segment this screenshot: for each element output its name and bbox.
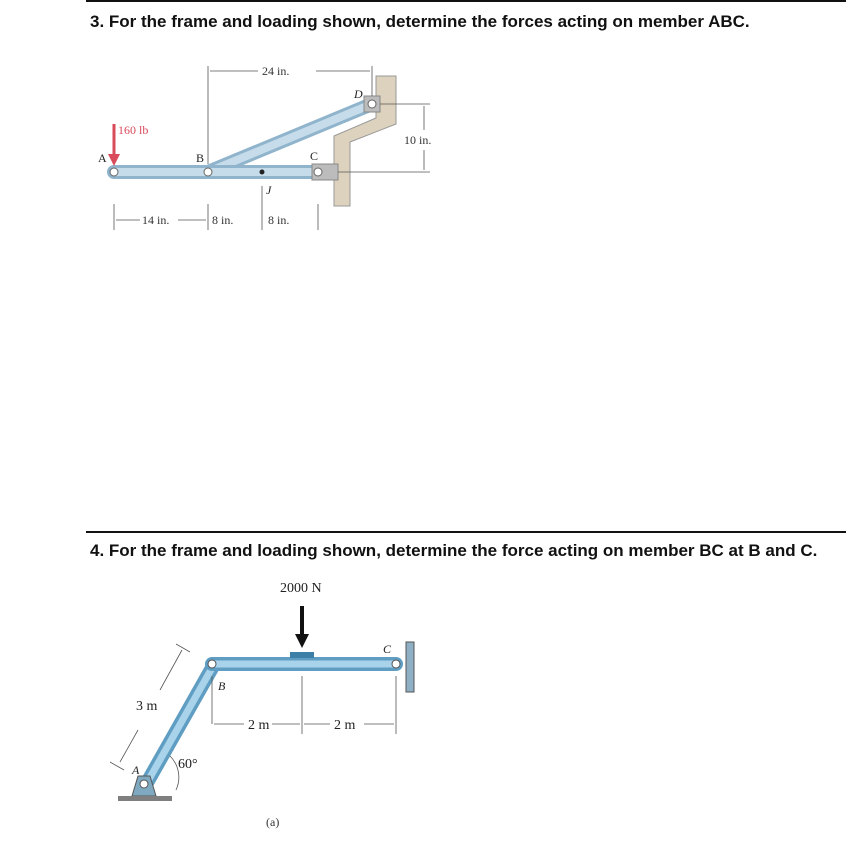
load-2000n-label: 2000 N <box>280 581 322 596</box>
dim-8in-b: 8 in. <box>268 213 290 227</box>
label-a: A <box>132 763 140 777</box>
wall-plate-c <box>406 642 414 692</box>
caption-a: (a) <box>266 815 280 829</box>
dim-2m-a: 2 m <box>248 718 270 733</box>
dim-24in: 24 in. <box>262 64 290 78</box>
label-j: J <box>266 183 272 197</box>
label-c: C <box>310 149 319 163</box>
dim-3m: 3 m <box>136 699 158 714</box>
dim-14in: 14 in. <box>142 213 170 227</box>
dim-8in-a: 8 in. <box>212 213 234 227</box>
label-c: C <box>383 642 392 656</box>
pin-a <box>140 780 148 788</box>
dim-2m-b: 2 m <box>334 718 356 733</box>
pin-c <box>392 660 400 668</box>
pin-b <box>208 660 216 668</box>
dim-10in: 10 in. <box>404 133 432 147</box>
angle-60: 60° <box>178 757 198 772</box>
label-d: D <box>354 87 363 101</box>
label-b: B <box>218 679 226 693</box>
label-a: A <box>98 151 107 165</box>
problem-4-heading: 4. For the frame and loading shown, determine the force acting on member BC at B and C. <box>90 541 818 560</box>
load-160-label: 160 lb <box>118 123 149 137</box>
label-b: B <box>196 151 205 165</box>
problem-3-heading: 3. For the frame and loading shown, determine the forces acting on member ABC. <box>90 12 750 31</box>
